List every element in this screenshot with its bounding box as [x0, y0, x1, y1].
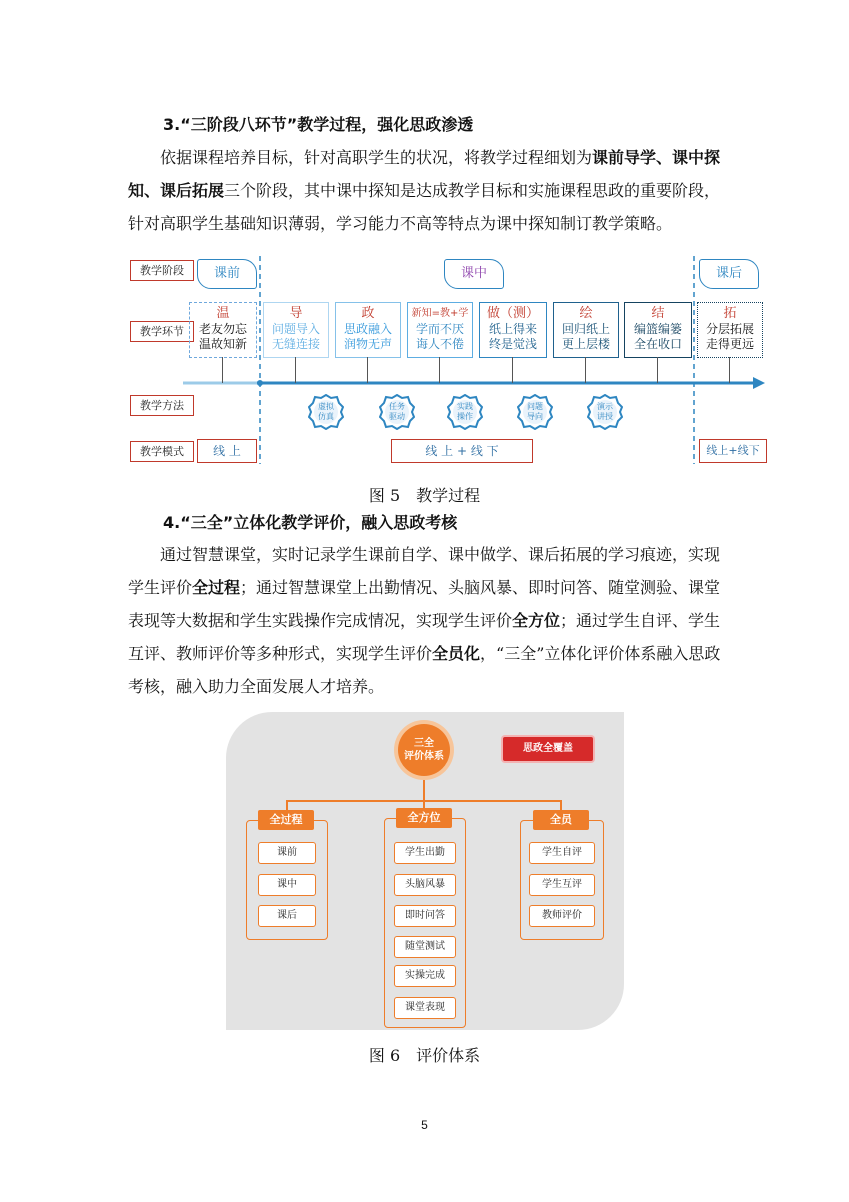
connector-8: [729, 357, 730, 383]
section-4-bold-3: 全员化: [432, 644, 481, 663]
connector-6: [585, 357, 586, 383]
section-4-heading: 4.“三全”立体化教学评价，融入思政考核: [163, 513, 458, 532]
center-label-2: 评价体系: [404, 751, 444, 762]
figure-5-caption: 图 5 教学过程: [368, 486, 481, 505]
method-1-line2: 仿真: [318, 412, 334, 421]
step-ideology-title: 政: [361, 306, 375, 321]
connector-4: [439, 357, 440, 383]
figure-5-teaching-process: [125, 248, 775, 470]
aspect-item-attendance: 学生出勤: [394, 842, 456, 864]
section-4-text-4: ，“三全”立体化评价体系融入思政考核，融入助力全面发展人才培养。: [128, 644, 721, 696]
step-lead-in-desc2: 无缝连接: [271, 337, 320, 351]
stage-in-class: 课中: [444, 259, 504, 289]
section-4-bold-2: 全方位: [512, 611, 561, 630]
step-extend-title: 拓: [723, 306, 737, 321]
step-lead-in: [263, 302, 329, 358]
step-practice-desc1: 纸上得来: [488, 322, 537, 336]
step-ideology: [335, 302, 401, 358]
center-label-1: 三全: [414, 738, 434, 749]
method-2-line2: 驱动: [389, 412, 405, 421]
column-process-title: 全过程: [258, 810, 314, 830]
connector-middle: [423, 800, 425, 808]
connector-3: [367, 357, 368, 383]
method-3-line1: 实践: [457, 402, 473, 411]
method-2-line1: 任务: [389, 402, 405, 411]
aspect-item-qa: 即时问答: [394, 905, 456, 927]
section-3-bold: 课前导学、课中探知、课后拓展: [128, 148, 721, 200]
step-summary: [624, 302, 692, 358]
step-draw-desc2: 更上层楼: [561, 337, 610, 351]
step-summary-title: 结: [651, 306, 665, 321]
stage-post-class: 课后: [699, 259, 759, 289]
section-3-text-b: 三个阶段，其中课中探知是达成教学目标和实施课程思政的重要阶段，针对高职学生基础知识薄弱，学习能力不高等特点为课中探知制订教学策略。: [128, 181, 721, 233]
row-label-stage: 教学阶段: [130, 260, 194, 281]
step-draw-title: 绘: [579, 306, 593, 321]
step-draw: [553, 302, 619, 358]
method-virtual-simulation: [308, 394, 344, 430]
connector-5: [512, 357, 513, 383]
column-aspect-title: 全方位: [396, 808, 452, 828]
section-4-text-3: ；通过学生自评、学生互评、教师评价等多种形式，实现学生评价: [128, 611, 721, 663]
row-label-method: 教学方法: [130, 395, 194, 416]
mode-blended-post: 线上+线下: [699, 439, 767, 463]
section-3-paragraph: [128, 141, 728, 240]
process-item-post: 课后: [258, 905, 316, 927]
method-demo-lecture: [587, 394, 623, 430]
step-lead-in-desc1: 问题导入: [271, 322, 320, 336]
step-new-knowledge-title: 新知=教+学: [411, 308, 469, 319]
people-item-self: 学生自评: [529, 842, 595, 864]
step-review-title: 温: [216, 306, 230, 321]
section-3-text-a: 依据课程培养目标，针对高职学生的状况，将教学过程细划为: [160, 148, 593, 167]
mode-blended: 线 上 + 线 下: [391, 439, 533, 463]
method-task-driven: [379, 394, 415, 430]
step-summary-desc2: 全在收口: [633, 337, 682, 351]
process-item-pre: 课前: [258, 842, 316, 864]
people-item-peer: 学生互评: [529, 874, 595, 896]
step-extend: [697, 302, 763, 358]
people-item-teacher: 教师评价: [529, 905, 595, 927]
step-new-knowledge-desc1: 学而不厌: [415, 322, 464, 336]
method-3-line2: 操作: [457, 412, 473, 421]
aspect-item-brainstorm: 头脑风暴: [394, 874, 456, 896]
row-label-step: 教学环节: [130, 321, 194, 342]
row-label-mode: 教学模式: [130, 441, 194, 462]
figure-6-evaluation-system: [226, 712, 624, 1030]
section-4-text-1: 通过智慧课堂，实时记录学生课前自学、课中做学、课后拓展的学习痕迹，实现学生评价: [128, 545, 721, 597]
aspect-item-performance: 课堂表现: [394, 997, 456, 1019]
step-extend-desc2: 走得更远: [705, 337, 754, 351]
section-3-heading: 3.“三阶段八环节”教学过程，强化思政渗透: [163, 115, 474, 134]
step-lead-in-title: 导: [289, 306, 303, 321]
figure-6-caption: 图 6 评价体系: [368, 1046, 481, 1065]
step-draw-desc1: 回归纸上: [561, 322, 610, 336]
method-practice-operation: [447, 394, 483, 430]
page-number: 5: [421, 1118, 428, 1132]
method-1-line1: 虚拟: [318, 402, 334, 411]
step-practice: [479, 302, 547, 358]
method-5-line1: 演示: [597, 402, 613, 411]
connector-1: [222, 357, 223, 383]
step-new-knowledge-desc2: 诲人不倦: [415, 337, 464, 351]
process-item-in: 课中: [258, 874, 316, 896]
ideology-coverage-badge: 思政全覆盖: [503, 737, 593, 761]
step-ideology-desc2: 润物无声: [343, 337, 392, 351]
aspect-item-practice: 实操完成: [394, 965, 456, 987]
step-ideology-desc1: 思政融入: [343, 322, 392, 336]
step-review: [189, 302, 257, 358]
connector-trunk: [423, 780, 425, 800]
method-4-line1: 问题: [527, 402, 543, 411]
connector-2: [295, 357, 296, 383]
step-extend-desc1: 分层拓展: [705, 322, 754, 336]
aspect-item-quiz: 随堂测试: [394, 936, 456, 958]
method-problem-oriented: [517, 394, 553, 430]
step-summary-desc1: 编篮编篓: [633, 322, 682, 336]
section-4-text-2: ；通过智慧课堂上出勤情况、头脑风暴、即时问答、随堂测验、课堂表现等大数据和学生实践操作完成情况，实现学生评价: [128, 578, 721, 630]
step-practice-title: 做（测）: [486, 306, 539, 321]
stage-pre-class: 课前: [197, 259, 257, 289]
column-people-title: 全员: [533, 810, 589, 830]
center-circle: [398, 724, 450, 776]
connector-7: [657, 357, 658, 383]
section-4-paragraph: [128, 538, 728, 703]
step-new-knowledge: [407, 302, 473, 358]
section-4-bold-1: 全过程: [192, 578, 241, 597]
step-review-desc2: 温故知新: [198, 337, 247, 351]
method-4-line2: 导向: [527, 412, 543, 421]
method-5-line2: 讲授: [597, 412, 613, 421]
step-review-desc1: 老友勿忘: [198, 322, 247, 336]
mode-online: 线 上: [197, 439, 257, 463]
step-practice-desc2: 终是觉浅: [488, 337, 537, 351]
